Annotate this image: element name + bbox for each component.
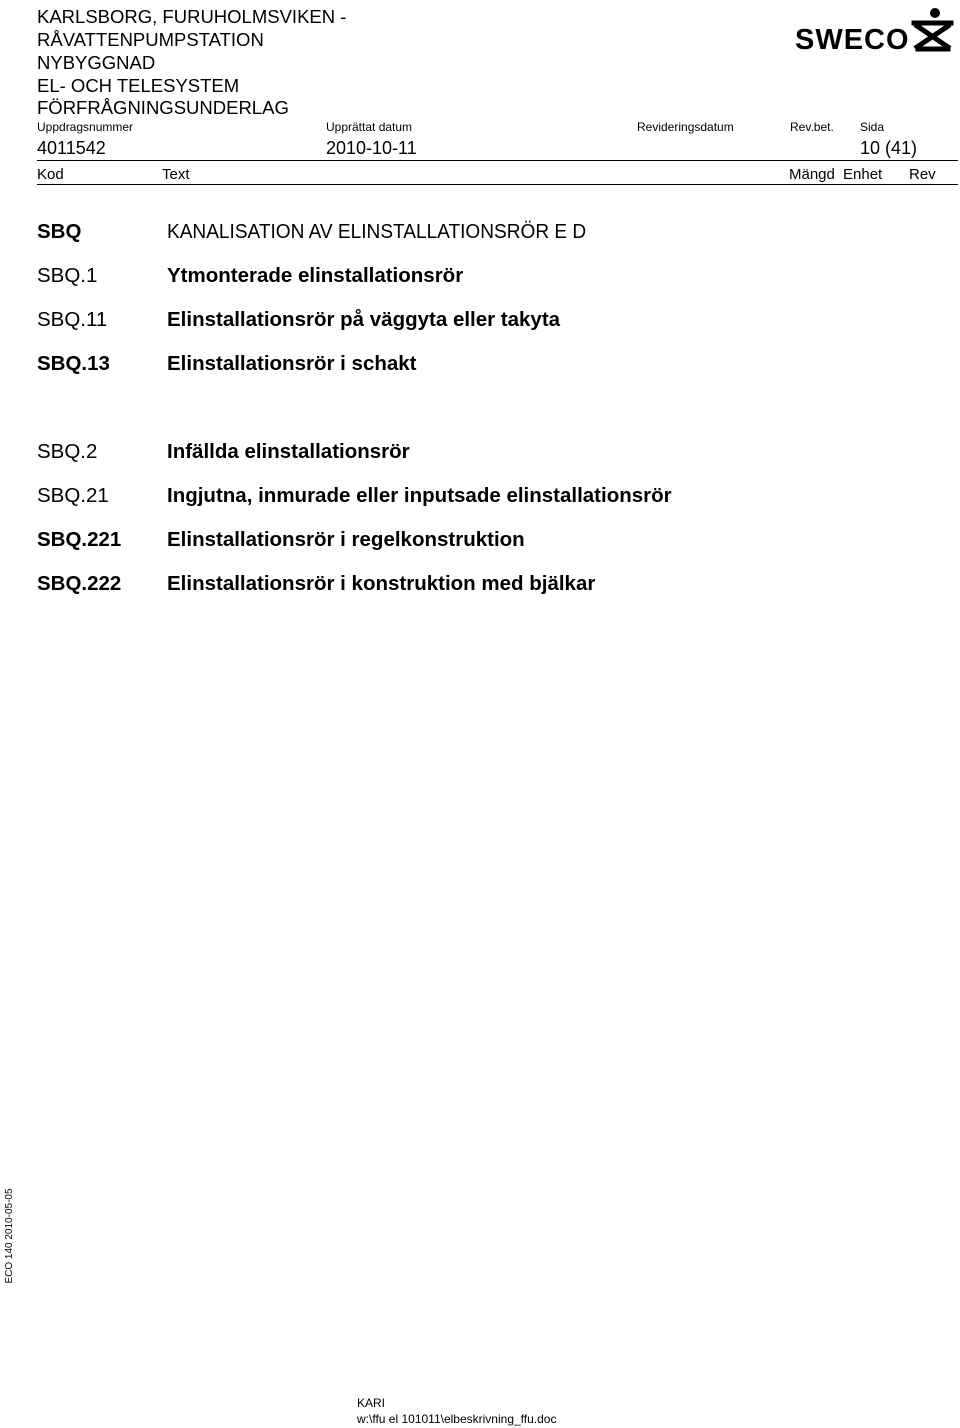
header-divider-bottom [37,184,958,185]
upprattat-datum-value: 2010-10-11 [326,138,417,158]
uppdragsnummer-value: 4011542 [37,138,106,158]
entry-heading: KANALISATION AV ELINSTALLATIONSRÖR E D [167,220,587,243]
upprattat-datum-label: Upprättat datum [326,120,413,134]
sida-value: 10 (41) [860,138,918,158]
entry-code: SBQ.1 [37,264,98,287]
entry-heading: Elinstallationsrör på väggyta eller takyta [167,308,561,331]
footer-file-path: w:\ffu el 101011\elbeskrivning_ffu.doc [357,1412,557,1426]
column-kod: Kod [37,166,64,183]
project-title-line-4: EL- OCH TELESYSTEM [37,75,240,96]
sweco-logo [793,4,955,54]
column-mangd: Mängd [789,166,835,183]
template-id-label: ECO 140 2010-05-05 [4,1188,15,1284]
project-title-line-1: KARLSBORG, FURUHOLMSVIKEN - [37,6,347,27]
entry-heading: Elinstallationsrör i schakt [167,352,417,375]
footer-author: KARI [357,1396,386,1410]
entry-heading: Ingjutna, inmurade eller inputsade elinstallationsrör [167,484,672,507]
sida-label: Sida [860,120,885,134]
column-enhet: Enhet [843,166,883,183]
entry-heading: Ytmonterade elinstallationsrör [167,264,464,287]
entry-code: SBQ.2 [37,440,98,463]
sweco-logo-wordmark: SWECO [795,24,910,54]
entry-heading: Infällda elinstallationsrör [167,440,410,463]
entry-code: SBQ [37,220,82,243]
column-rev: Rev [909,166,936,183]
entry-code: SBQ.11 [37,308,108,331]
uppdragsnummer-label: Uppdragsnummer [37,120,134,134]
project-title-line-5: FÖRFRÅGNINGSUNDERLAG [37,97,289,118]
entry-code: SBQ.221 [37,528,122,551]
sweco-figure-icon [914,8,951,49]
revideringsdatum-label: Revideringsdatum [637,120,734,134]
project-title-line-3: NYBYGGNAD [37,52,156,73]
column-text: Text [162,166,190,183]
entry-code: SBQ.21 [37,484,109,507]
entry-code: SBQ.222 [37,572,122,595]
header-divider-top [37,160,958,161]
entry-heading: Elinstallationsrör i regelkonstruktion [167,528,525,551]
entry-code: SBQ.13 [37,352,110,375]
entry-heading: Elinstallationsrör i konstruktion med bjälkar [167,572,596,595]
revbet-label: Rev.bet. [790,120,834,134]
project-title-line-2: RÅVATTENPUMPSTATION [37,29,264,50]
